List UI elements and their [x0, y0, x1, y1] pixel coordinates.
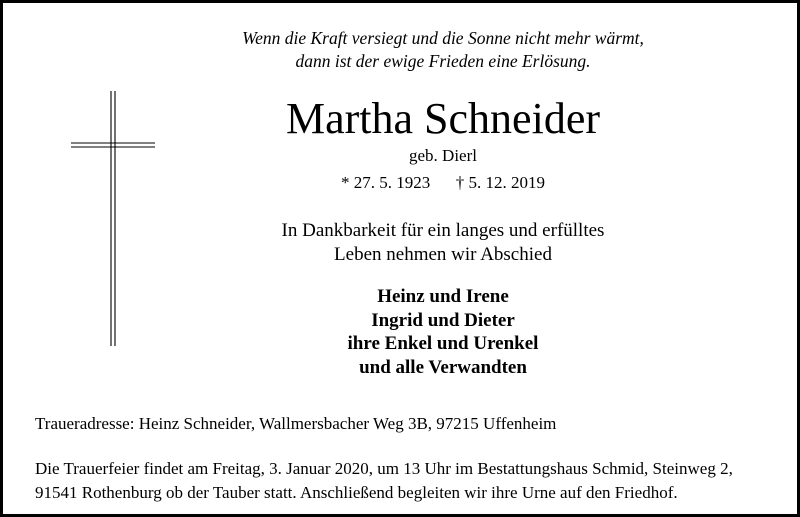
service-line-2: 91541 Rothenburg ob der Tauber statt. Anschließend begleiten wir ihre Urne auf den Friedhof.: [35, 483, 678, 502]
death-date: † 5. 12. 2019: [455, 173, 545, 192]
poem-line-1: Wenn die Kraft versiegt und die Sonne nicht mehr wärmt,: [242, 28, 644, 48]
mourners-list: [183, 285, 703, 379]
poem-line-2: dann ist der ewige Frieden eine Erlösung.: [295, 51, 591, 71]
mourning-address: Traueradresse: Heinz Schneider, Wallmersbacher Weg 3B, 97215 Uffenheim: [35, 414, 557, 433]
funeral-service-info: [35, 457, 733, 505]
poem-quote: [183, 27, 703, 73]
mourner-line: ihre Enkel und Urenkel: [347, 333, 539, 354]
mourner-line: und alle Verwandten: [359, 356, 527, 378]
maiden-name: geb. Dierl: [409, 146, 477, 165]
life-dates: [183, 172, 703, 194]
service-line-1: Die Trauerfeier findet am Freitag, 3. Januar 2020, um 13 Uhr im Bestattungshaus Schmid, Steinweg 2,: [35, 459, 733, 478]
thanks-line-2: Leben nehmen wir Abschied: [334, 244, 552, 265]
cross-icon: [71, 91, 155, 346]
thanks-text: [183, 219, 703, 267]
deceased-name: Martha Schneider: [286, 94, 600, 143]
thanks-line-1: In Dankbarkeit für ein langes und erfülltes: [281, 220, 605, 241]
mourner-line: Ingrid und Dieter: [371, 309, 515, 331]
birth-date: * 27. 5. 1923: [341, 173, 431, 192]
mourner-line: Heinz und Irene: [377, 286, 509, 307]
